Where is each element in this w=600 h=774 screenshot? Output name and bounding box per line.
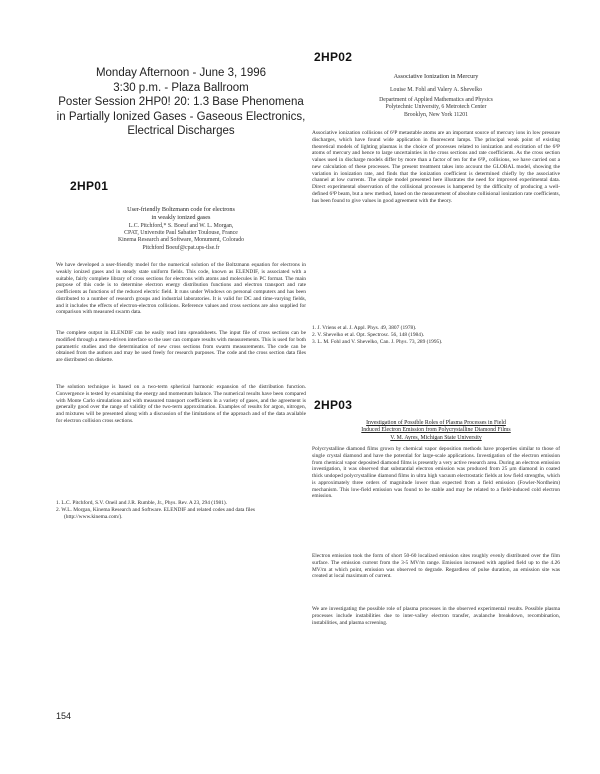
paper-title-2hp03 [312, 420, 560, 442]
paper-title-2hp02 [312, 73, 560, 81]
reference-item: 3. L. M. Fohl and V. Shevelko, Can. J. Phys. 73, 289 (1995). [312, 339, 443, 346]
paper-id-2hp03: 2HP03 [314, 398, 353, 412]
session-line-1: Monday Afternoon - June 3, 1996 [95, 67, 267, 79]
references-2hp02 [312, 325, 560, 347]
paper-title-2hp01 [56, 206, 306, 221]
abstract-paragraph-3: The solution technique is based on a two-term spherical harmonic expansion of the distribution function. Convergence is tested by examining the energy and momentum balance. The numerical results have been compared with Monte Carlo simulations and with measured transport coefficients in a variety of gases, and the agreement is generally good over the range of validity of the two-term approximation. Examples of results for argon, nitrogen, and mixtures will be presented along with a discussion of the limitations of the approach and of the data available for electron collision cross sections. [56, 384, 306, 424]
page-number: 154 [56, 711, 72, 721]
abstract-paragraph-1: Polycrystalline diamond films grown by chemical vapor deposition methods have properties similar to those of single crystal diamond and have the potential for large-scale applications. Investigation of the electron emission from chemical vapor deposited diamond films is presently a very active research area. During an electron emission investigation, it was observed that substantial electron emission was produced from 25 μm diamond in coated thick undoped polycrystalline diamond films in ultra high vacuum electrostatic fields at low field strengths, which is approximately three orders of magnitude lower than expected from a field emission (Fowler-Nordheim) mechanism. This low-field emission was found to be stable and may be related to a field-induced cold electron emission. [312, 446, 560, 500]
affiliation-line: Polytechnic University, 6 Metrotech Center [385, 104, 487, 111]
paper-title-line: Investigation of Possible Roles of Plasma Processes in Field [366, 420, 506, 426]
session-line-3: Poster Session 2HP0! 20: 1.3 Base Phenomena [58, 96, 304, 108]
reference-item: 2. W.L. Morgan, Kinema Research and Software. ELENDIF and related codes and data files (http://www.kinema.com/). [56, 507, 255, 521]
author-line: L.C. Pitchford,* S. Boeuf and W. L. Morgan, [128, 223, 234, 229]
paper-title-line: Induced Electron Emission from Polycrystalline Diamond Films [361, 427, 511, 434]
session-line-2: 3:30 p.m. - Plaza Ballroom [113, 81, 249, 94]
abstract-paragraph-1: Associative ionization collisions of 6³P metastable atoms are an important source of mercury ions in low pressure discharges, which have found wide application in fluorescent lamps. The principal weak point of existing theoretical models of lighting plasmas is the choice of processes related to ionization and excitation of the 6³P atoms of mercury and hence to large uncertainties in the cross sections and rate coefficients. As the cross section values used in discharge models differ by more than a factor of ten for the 6³P₂ collisions, we have carried out a new calculation of these processes. The present treatment takes into account the GLOBAL model, showing the variation in ionization rate, and finds that the ionization coefficient is determined chiefly by the associative channel at low currents. The simple model presented here illustrates the need for improved experimental data. Direct experimental observation of the collisional processes is hampered by the difficulty of producing a well-defined 6³P beam, but a new method, based on the measurement of absolute collisional ionization rate coefficients, has been found to give values in good agreement with the theory. [312, 130, 560, 204]
affiliation-line: Department of Applied Mathematics and Physics [379, 97, 493, 104]
affiliation-line: CPAT, Universite Paul Sabatier Toulouse, France [124, 230, 238, 237]
author-line: Louise M. Fohl and Valery A. Shevelko [390, 87, 482, 93]
reference-item: 1. L.C. Pitchford, S.V. Oneil and J.R. Rumble, Jr., Phys. Rev. A 23, 294 (1981). [56, 500, 228, 506]
paper-id-2hp01: 2HP01 [70, 179, 109, 193]
affiliation-line: Brooklyn, New York 11201 [403, 111, 469, 118]
abstract-paragraph-2: The complete output in ELENDIF can be easily read into spreadsheets. The input file of cross sections can be modified through a menu-driven interface so the user can compare results with measurements. This is used for both parametric studies and the determination of new cross sections from swarm measurements. The code can be obtained from the authors and may be used freely for research purposes. The code and the cross section data files are distributed on diskette. [56, 330, 306, 363]
affiliation-line: Kinema Research and Software, Monument, Colorado [117, 237, 245, 244]
session-line-4: in Partially Ionized Gases - Gaseous Electronics, [56, 110, 306, 123]
paper-id-2hp02: 2HP02 [314, 50, 353, 64]
abstract-paragraph-3: We are investigating the possible role of plasma processes in the observed experimental results. Possible plasma processes include instabilities due to inter-valley electron transfer, avalanche breakdown, recombination, instabilities, and plasma screening. [312, 606, 560, 626]
paper-authors-2hp02 [312, 87, 560, 119]
reference-item: 1. J. Vriens et al. J. Appl. Phys. 49, 3807 (1978). [312, 325, 417, 331]
session-line-5: Electrical Discharges [127, 125, 235, 137]
reference-item: 2. V. Shevelko et al. Opt. Spectrosc. 56, 148 (1984). [312, 332, 425, 339]
author-line: V. M. Ayres, Michigan State University [390, 434, 482, 441]
abstract-paragraph-1: We have developed a user-friendly model for the numerical solution of the Boltzmann equation for electrons in weakly ionized gases and in steady state uniform fields. This code, known as ELENDIF, is associated with a suitable, fairly complete library of cross sections for electrons with atoms and molecules in PC format. The main purpose of this code is to determine electron energy distribution functions and electron transport and rate coefficients as functions of the reduced electric field. It runs under Windows on personal computers and has been distributed to a number of research groups and industrial laboratories. It is valid for DC and time-varying fields, and it includes the effects of electron-electron collisions. Reference values and cross sections are also supplied for comparison with measured swarm data. [56, 262, 306, 316]
session-header [56, 66, 306, 139]
paper-title-line: in weakly ionized gases [151, 213, 211, 221]
references-2hp01 [56, 500, 306, 522]
email-line: Pitchford Boeuf@cpat.ups-tlse.fr [142, 244, 220, 251]
paper-title-line: User-friendly Boltzmann code for electrons [127, 206, 235, 213]
paper-authors-2hp01 [56, 223, 306, 252]
paper-title-line: Associative Ionization in Mercury [393, 73, 479, 80]
abstract-paragraph-2: Electron emission took the form of short 50-60 localized emission sites roughly evenly distributed over the film surface. The emission current from the 3-5 MV/m range. Emission increased with applied field up to the 4.26 MV/m at which point, emission was observed to degrade. Regardless of pulse duration, an emission site was created at local maximum of current. [312, 553, 560, 580]
